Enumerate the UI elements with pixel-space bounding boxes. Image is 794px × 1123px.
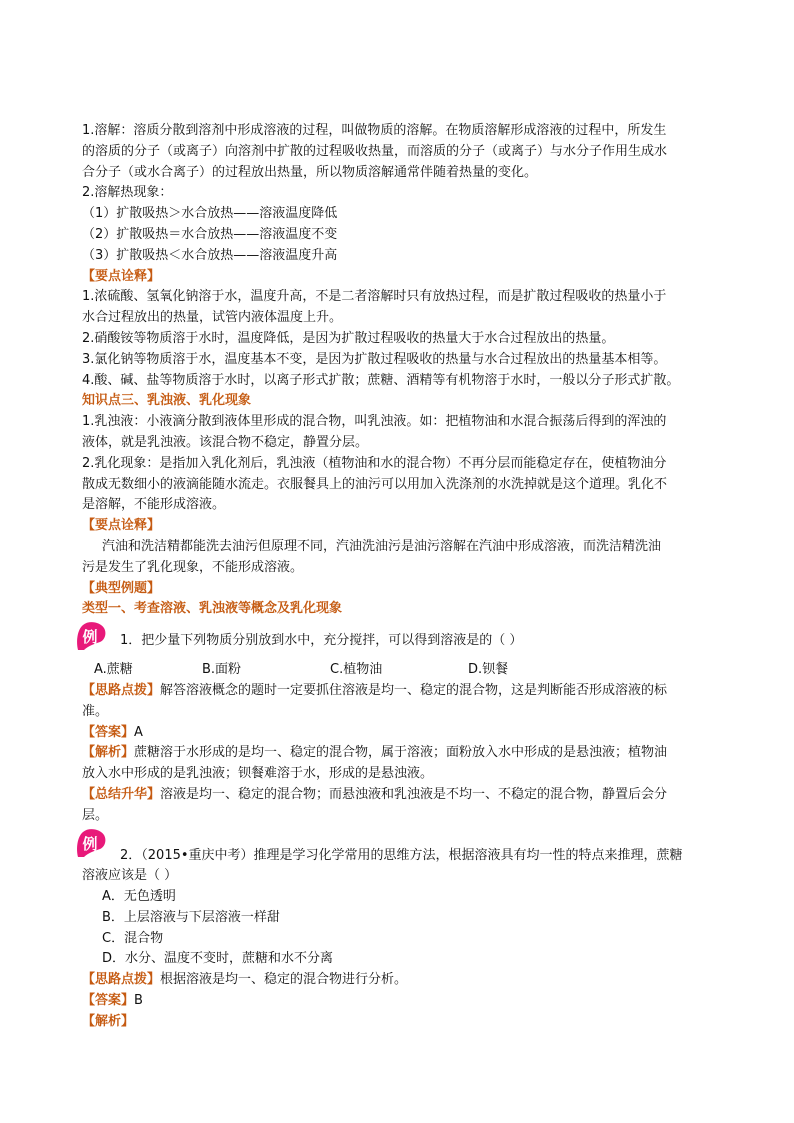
option-a: A.蔗糖 [94, 662, 133, 678]
example-badge-char: 例 [82, 628, 98, 647]
summary-tag: 【总结升华】 [82, 786, 161, 802]
text-line: 合分子（或水合离子）的过程放出热量，所以物质溶解通常伴随着热量的变化。 [82, 164, 538, 180]
text-line: 散成无数细小的液滴能随水流走。衣服餐具上的油污可以用加入洗涤剂的水洗掉就是这个道理。乳化不 [82, 476, 668, 492]
answer-line [82, 991, 716, 1012]
list-item: （3）扩散吸热＜水合放热——溶液温度升高 [82, 247, 338, 263]
hint-line: 准。 [82, 703, 109, 719]
analysis-line: 放入水中形成的是乳浊液；钡餐难溶于水，形成的是悬浊液。 [82, 766, 434, 782]
analysis-tag: 【解析】 [82, 1013, 135, 1029]
option-d: D．水分、温度不变时，蔗糖和水不分离 [102, 951, 334, 967]
question-stem: 溶液应该是（ ） [82, 868, 178, 884]
text-line: 的溶质的分子（或离子）向溶剂中扩散的过程吸收热量，而溶质的分子（或离子）与水分子作用生成水 [82, 143, 668, 159]
option-b: B．上层溶液与下层溶液一样甜 [102, 909, 280, 925]
hint-tag: 【思路点拨】 [82, 972, 161, 988]
text-line: 1.浓硫酸、氢氧化钠溶于水，温度升高，不是二者溶解时只有放热过程，而是扩散过程吸收的热量小于 [82, 289, 667, 305]
answer-tag: 【答案】 [82, 724, 135, 740]
analysis-line [82, 743, 716, 764]
key-points-2 [82, 516, 716, 578]
option-c: C．混合物 [102, 930, 164, 946]
example-badge-icon [74, 620, 108, 654]
text-line: 液体，就是乳浊液。该混合物不稳定，静置分层。 [82, 434, 369, 450]
answer-value: B [134, 993, 143, 1009]
analysis-text: 蔗糖溶于水形成的是均一、稳定的混合物，属于溶液；面粉放入水中形成的是悬浊液；植物油 [134, 745, 668, 761]
answer-value: A [134, 724, 143, 740]
analysis-tag: 【解析】 [82, 745, 135, 761]
answer-tag: 【答案】 [82, 993, 135, 1009]
section-emulsion [82, 391, 716, 516]
type-heading: 类型一、考查溶液、乳浊液等概念及乳化现象 [82, 601, 343, 617]
text-line: 水合过程放出的热量，试管内液体温度上升。 [82, 310, 343, 326]
text-line: 污是发生了乳化现象，不能形成溶液。 [82, 559, 304, 575]
option-d: D.钡餐 [468, 662, 509, 678]
text-line: 汽油和洗洁精都能洗去油污但原理不同，汽油洗油污是油污溶解在汽油中形成溶液，而洗洁精洗油 [102, 538, 662, 554]
answer-line [82, 723, 716, 744]
example-1 [82, 620, 716, 660]
section-dissolution [82, 121, 716, 267]
example-badge-char: 例 [82, 834, 98, 853]
text-line: 4.酸、碱、盐等物质溶于水时，以离子形式扩散；蔗糖、酒精等有机物溶于水时，一般以分子形式扩散。 [82, 372, 680, 388]
options-row [82, 660, 716, 681]
example-badge-icon [74, 827, 108, 861]
example-2 [82, 827, 716, 867]
summary-text: 溶液是均一、稳定的混合物；而悬浊液和乳浊液是不均一、不稳定的混合物，静置后会分 [160, 786, 668, 802]
question-stem: 2．（2015•重庆中考）推理是学习化学常用的思维方法，根据溶液具有均一性的特点来推理，蔗糖 [120, 847, 683, 863]
hint-line [82, 970, 716, 991]
option-b: B.面粉 [202, 662, 242, 678]
key-points-1 [82, 267, 716, 392]
summary-line [82, 785, 716, 806]
list-item: （1）扩散吸热＞水合放热——溶液温度降低 [82, 206, 338, 222]
summary-line: 层。 [82, 807, 109, 823]
hint-text: 根据溶液是均一、稳定的混合物进行分析。 [160, 972, 408, 988]
section-heading: 知识点三、乳浊液、乳化现象 [82, 393, 252, 409]
document-page [82, 121, 716, 1033]
list-item: （2）扩散吸热＝水合放热——溶液温度不变 [82, 226, 338, 242]
text-line: 3.氯化钠等物质溶于水，温度基本不变，是因为扩散过程吸收的热量与水合过程放出的热量基本相等。 [82, 351, 667, 367]
question-stem: 1．把少量下列物质分别放到水中，充分搅拌，可以得到溶液是的（ ） [120, 633, 523, 649]
hint-tag: 【思路点拨】 [82, 682, 161, 698]
text-line: 2.乳化现象：是指加入乳化剂后，乳浊液（植物油和水的混合物）不再分层而能稳定存在，使植物油分 [82, 455, 667, 471]
key-points-tag: 【要点诠释】 [82, 518, 161, 534]
examples-tag: 【典型例题】 [82, 580, 161, 596]
text-line: 是溶解，不能形成溶液。 [82, 497, 226, 513]
text-line: 1.乳浊液：小液滴分散到液体里形成的混合物，叫乳浊液。如：把植物油和水混合振荡后得到的浑浊的 [82, 414, 667, 430]
hint-text: 解答溶液概念的题时一定要抓住溶液是均一、稳定的混合物，这是判断能否形成溶液的标 [160, 682, 668, 698]
text-line: 1.溶解：溶质分散到溶剂中形成溶液的过程，叫做物质的溶解。在物质溶解形成溶液的过程中，所发生 [82, 123, 667, 138]
option-a: A．无色透明 [102, 889, 176, 905]
option-c: C.植物油 [330, 662, 383, 678]
text-line: 2.硝酸铵等物质溶于水时，温度降低，是因为扩散过程吸收的热量大于水合过程放出的热量。 [82, 330, 615, 346]
key-points-tag: 【要点诠释】 [82, 268, 161, 284]
hint-line [82, 681, 716, 702]
text-line: 2.溶解热现象： [82, 185, 173, 201]
